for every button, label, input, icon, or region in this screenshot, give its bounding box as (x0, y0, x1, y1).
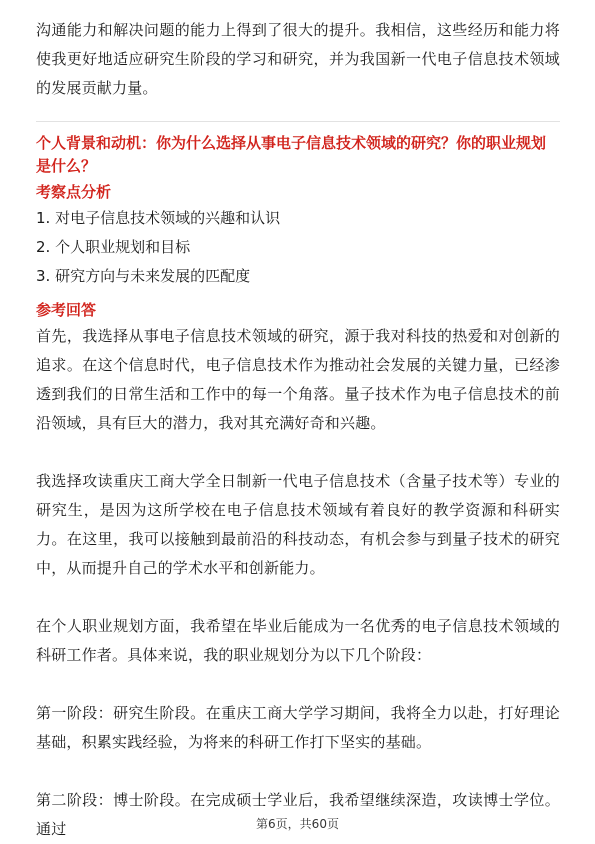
answer-heading: 参考回答 (36, 301, 97, 319)
analysis-points (36, 204, 560, 291)
question-heading: 个人背景和动机：你为什么选择从事电子信息技术领域的研究？你的职业规划是什么？ (36, 134, 547, 175)
top-paragraph: 沟通能力和解决问题的能力上得到了很大的提升。我相信，这些经历和能力将使我更好地适应研究生阶段的学习和研究，并为我国新一代电子信息技术领域的发展贡献力量。 (36, 21, 560, 97)
answer-paragraph: 第二阶段：博士阶段。在完成硕士学业后，我希望继续深造，攻读博士学位。通过 (36, 791, 560, 838)
analysis-point: 1. 对电子信息技术领域的兴趣和认识 (36, 209, 281, 227)
answer-paragraph: 第一阶段：研究生阶段。在重庆工商大学学习期间，我将全力以赴，打好理论基础，积累实践经验，为将来的科研工作打下坚实的基础。 (36, 704, 560, 751)
answer-paragraph: 在个人职业规划方面，我希望在毕业后能成为一名优秀的电子信息技术领域的科研工作者。具体来说，我的职业规划分为以下几个阶段： (36, 617, 560, 664)
answer-paragraph: 首先，我选择从事电子信息技术领域的研究，源于我对科技的热爱和对创新的追求。在这个信息时代，电子信息技术作为推动社会发展的关键力量，已经渗透到我们的日常生活和工作中的每一个角落。量子技术作为电子信息技术的前沿领域，具有巨大的潜力，我对其充满好奇和兴趣。 (36, 327, 560, 432)
answer-paragraph: 我选择攻读重庆工商大学全日制新一代电子信息技术（含量子技术等）专业的研究生，是因为这所学校在电子信息技术领域有着良好的教学资源和科研实力。在这里，我可以接触到最前沿的科技动态，有机会参与到量子技术的研究中，从而提升自己的学术水平和创新能力。 (36, 472, 560, 577)
document-page (36, 16, 560, 844)
analysis-point: 3. 研究方向与未来发展的匹配度 (36, 267, 251, 285)
page-number: 第6页，共60页 (256, 817, 339, 831)
analysis-heading: 考察点分析 (36, 183, 112, 201)
section-divider (36, 121, 560, 122)
analysis-point: 2. 个人职业规划和目标 (36, 238, 191, 256)
